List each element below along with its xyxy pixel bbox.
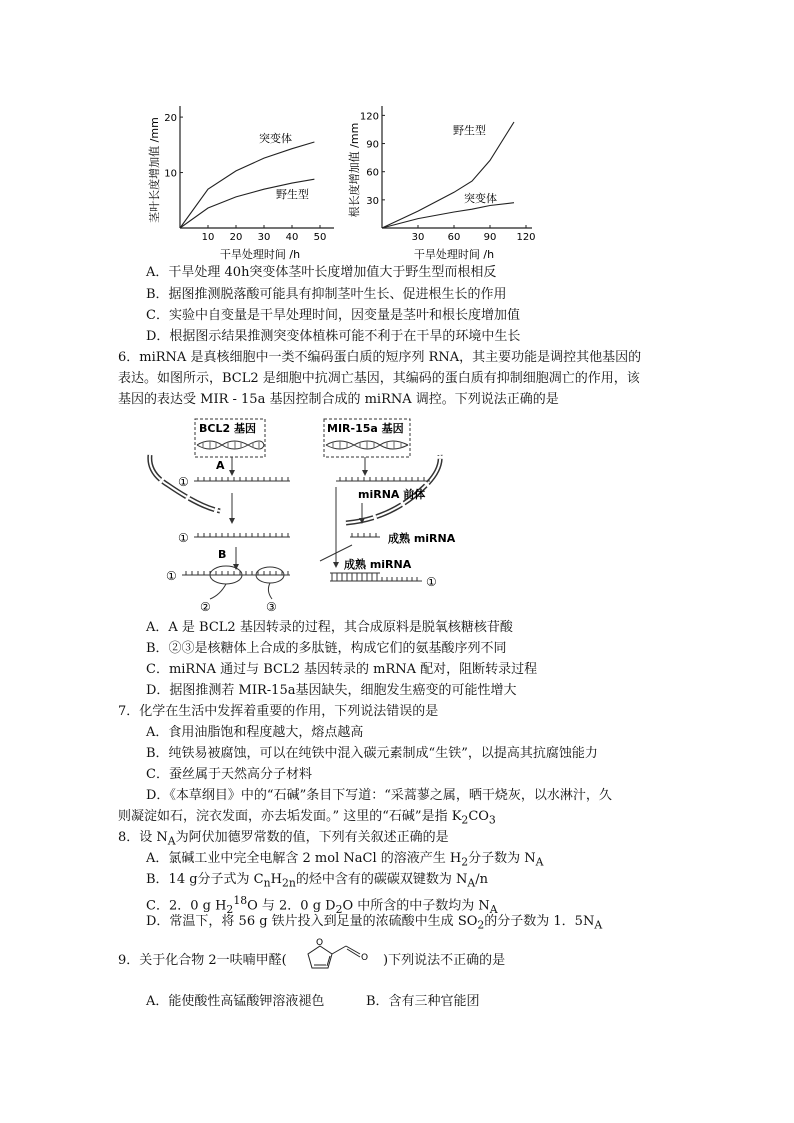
q8-stem: 8．设 $N_A$为阿伏加德罗常数的值，下列有关叙述正确的是 — [118, 830, 449, 848]
polypeptide-3-label: ③ — [266, 600, 277, 614]
polypeptide-2-label: ② — [200, 600, 211, 614]
q8-option-c: C．2．0 g $H_2^{18}O$ 与 2．0 g $D_2O$ 中所含的中子数均为 $N_A$ — [146, 894, 498, 916]
series-label-mutant: 突变体 — [259, 132, 292, 145]
q8-option-b: B．14 g分子式为 $C_nH_{2n}$的烃中含有的碳碳双键数为 $N_A/n$ — [146, 872, 488, 890]
q7-option-c: C．蚕丝属于天然高分子材料 — [146, 767, 312, 782]
chart-ylabel: 茎叶长度增加值 /mm — [148, 117, 161, 223]
stem-leaf-growth-chart — [142, 100, 338, 268]
x-tick-label: 40 — [285, 232, 299, 243]
strand-marker-4: ① — [426, 575, 437, 589]
y-tick-label: 10 — [164, 168, 177, 180]
q5-option-a: A．干旱处理 40h突变体茎叶长度增加值大于野生型而根相反 — [146, 265, 497, 280]
process-b-label: B — [218, 548, 227, 561]
mature-mirna-label-1: 成熟 miRNA — [388, 532, 456, 545]
series-line-1 — [382, 203, 514, 228]
y-tick-label: 90 — [366, 139, 379, 151]
q9-option-a: A．能使酸性高锰酸钾溶液褪色 — [146, 994, 325, 1009]
q5-option-b: B．据图推测脱落酸可能具有抑制茎叶生长、促进根生长的作用 — [146, 287, 507, 302]
q9-stem-end: )下列说法不正确的是 — [383, 953, 506, 968]
series-line-0 — [180, 142, 314, 228]
series-line-1 — [180, 179, 314, 228]
q7-option-d-continued: 则凝淀如石，浣衣发面，亦去垢发面。” 这里的“石碱”是指 $K_2CO_3$ — [118, 809, 496, 827]
chart-xlabel: 干旱处理时间 /h — [219, 248, 301, 261]
x-tick-label: 10 — [201, 232, 215, 243]
x-tick-label: 30 — [257, 232, 271, 243]
q7-option-b: B．纯铁易被腐蚀，可以在纯铁中混入碳元素制成“生铁”，以提高其抗腐蚀能力 — [146, 746, 598, 761]
strand-marker-2: ① — [178, 531, 189, 545]
x-tick-label: 60 — [447, 232, 461, 243]
ring-oxygen: O — [316, 938, 324, 948]
q5-option-c: C．实验中自变量是干旱处理时间，因变量是茎叶和根长度增加值 — [146, 308, 520, 323]
y-tick-label: 60 — [366, 167, 379, 179]
root-growth-chart — [342, 100, 536, 268]
x-tick-label: 90 — [483, 232, 497, 243]
mature-mirna-label-2: 成熟 miRNA — [344, 558, 412, 571]
q9-stem-start: 9．关于化合物 2一呋喃甲醛( — [118, 953, 287, 968]
q7-option-d: D．《本草纲目》中的“石碱”条目下写道：“采蒿蓼之属，晒干烧灰，以水淋汁，久 — [146, 788, 612, 803]
strand-marker-3: ① — [166, 569, 177, 583]
series-label-mutant: 突变体 — [464, 192, 497, 205]
y-tick-label: 120 — [359, 111, 379, 123]
mir15a-gene-label: MIR-15a 基因 — [327, 422, 404, 435]
chart-axes — [180, 106, 334, 228]
process-a-label: A — [216, 459, 225, 472]
strand-marker-1: ① — [178, 475, 189, 489]
series-label-wildtype: 野生型 — [276, 188, 309, 201]
q7-option-a: A．食用油脂饱和程度越大，熔点越高 — [146, 725, 364, 740]
q6-stem-line2: 表达。如图所示，BCL2 是细胞中抗凋亡基因，其编码的蛋白质有抑制细胞凋亡的作用，该 — [118, 371, 640, 386]
q6-option-b: B．②③是核糖体上合成的多肽链，构成它们的氨基酸序列不同 — [146, 641, 507, 656]
x-tick-label: 30 — [411, 232, 425, 243]
q7-stem: 7．化学在生活中发挥着重要的作用，下列说法错误的是 — [118, 704, 439, 719]
bcl2-gene-label: BCL2 基因 — [199, 422, 256, 435]
chart-ylabel: 根长度增加值 /mm — [348, 122, 361, 218]
q6-option-a: A．A 是 BCL2 基因转录的过程，其合成原料是脱氧核糖核苷酸 — [146, 620, 513, 635]
q5-option-d: D．根据图示结果推测突变体植株可能不利于在干旱的环境中生长 — [146, 329, 521, 344]
furfural-structure — [302, 936, 386, 976]
y-tick-label: 20 — [164, 113, 177, 125]
x-tick-label: 20 — [229, 232, 243, 243]
x-tick-label: 120 — [516, 232, 536, 243]
chart-xlabel: 干旱处理时间 /h — [413, 248, 495, 261]
y-tick-label: 30 — [366, 195, 379, 207]
aldehyde-oxygen: O — [361, 953, 369, 963]
q6-stem-line1: 6．miRNA 是真核细胞中一类不编码蛋白质的短序列 RNA，其主要功能是调控其他基因的 — [118, 350, 642, 365]
q8-option-a: A．氯碱工业中完全电解含 2 mol NaCl 的溶液产生 $H_2$分子数为 $N_A$ — [146, 851, 544, 869]
q8-option-d: D．常温下，将 56 g 铁片投入到足量的浓硫酸中生成 $SO_2$的分子数为 1．$5N_A$ — [146, 914, 603, 932]
q6-stem-line3: 基因的表达受 MIR - 15a 基因控制合成的 miRNA 调控。下列说法正确的是 — [118, 392, 559, 407]
x-tick-label: 50 — [313, 232, 327, 243]
mirna-regulation-diagram — [140, 415, 470, 615]
q9-option-b: B．含有三种官能团 — [366, 994, 480, 1009]
mirna-precursor-label: miRNA 前体 — [358, 488, 426, 501]
q6-option-d: D．据图推测若 MIR-15a基因缺失，细胞发生癌变的可能性增大 — [146, 683, 517, 698]
q6-option-c: C．miRNA 通过与 BCL2 基因转录的 mRNA 配对，阻断转录过程 — [146, 662, 538, 677]
series-line-0 — [382, 122, 514, 228]
series-label-wildtype: 野生型 — [453, 124, 486, 137]
